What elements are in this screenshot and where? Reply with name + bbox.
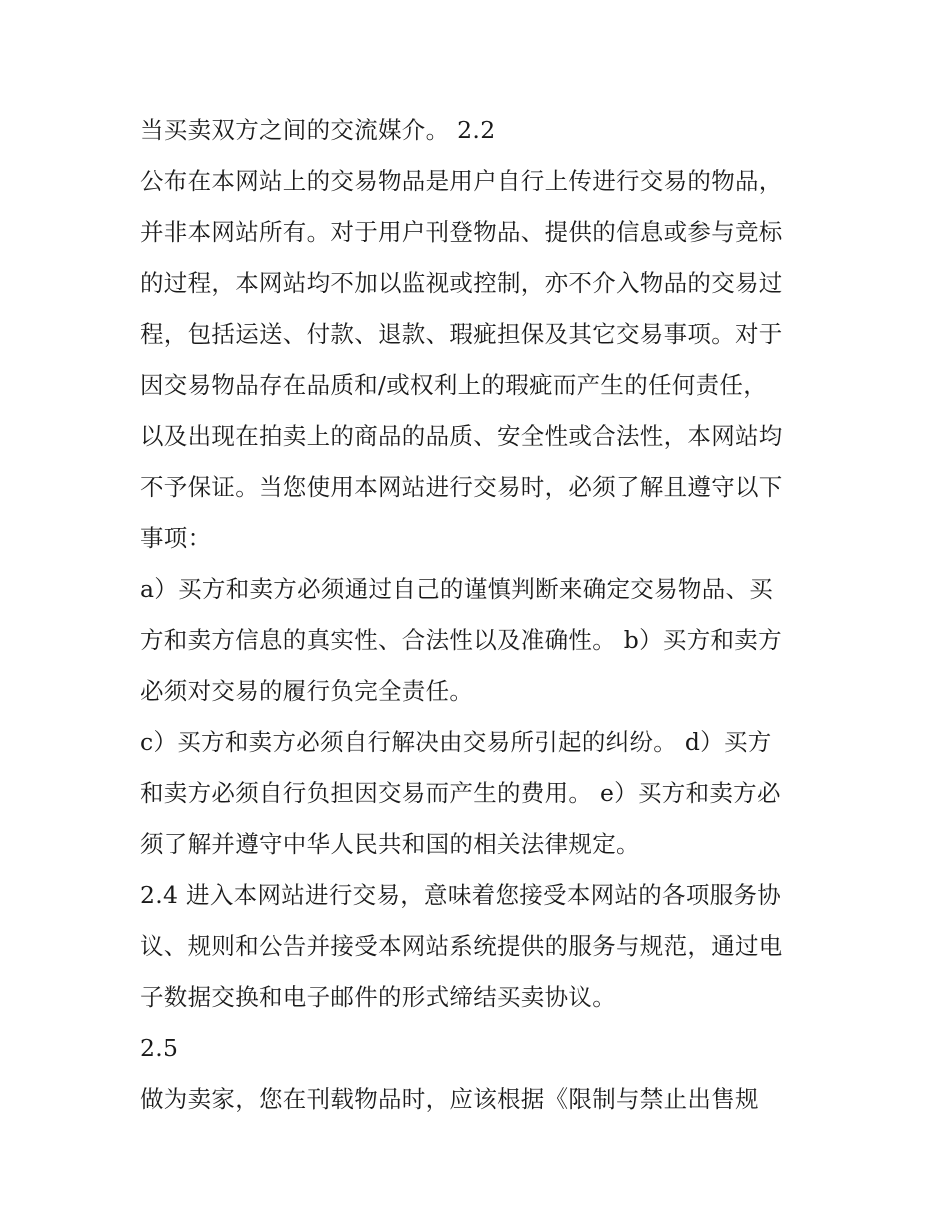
text-line: 当买卖双方之间的交流媒介。 2.2: [140, 116, 496, 144]
text-line: 必须对交易的履行负完全责任。: [140, 677, 474, 705]
text-line: 事项：: [140, 524, 212, 552]
text-line: 因交易物品存在品质和/或权利上的瑕疵而产生的任何责任，: [140, 371, 768, 399]
text-line: 2.4 进入本网站进行交易，意味着您接受本网站的各项服务协: [140, 881, 782, 909]
text-line: 程，包括运送、付款、退款、瑕疵担保及其它交易事项。对于: [140, 320, 783, 348]
text-line: 2.5: [140, 1034, 179, 1062]
text-line: 和卖方必须自行负担因交易而产生的费用。 e）买方和卖方必: [140, 779, 781, 807]
text-line: a）买方和卖方必须通过自己的谨慎判断来确定交易物品、买: [140, 575, 774, 603]
text-line: 方和卖方信息的真实性、合法性以及准确性。 b）买方和卖方: [140, 626, 782, 654]
text-line: 的过程，本网站均不加以监视或控制，亦不介入物品的交易过: [140, 269, 783, 297]
document-body-text: [140, 105, 820, 1125]
text-line: 须了解并遵守中华人民共和国的相关法律规定。: [140, 830, 640, 858]
text-line: 并非本网站所有。对于用户刊登物品、提供的信息或参与竞标: [140, 218, 783, 246]
text-line: 子数据交换和电子邮件的形式缔结买卖协议。: [140, 983, 616, 1011]
text-line: 公布在本网站上的交易物品是用户自行上传进行交易的物品，: [140, 167, 783, 195]
text-line: c）买方和卖方必须自行解决由交易所引起的纠纷。 d）买方: [140, 728, 772, 756]
text-line: 以及出现在拍卖上的商品的品质、安全性或合法性，本网站均: [140, 422, 783, 450]
text-line: 不予保证。当您使用本网站进行交易时，必须了解且遵守以下: [140, 473, 783, 501]
text-line: 议、规则和公告并接受本网站系统提供的服务与规范，通过电: [140, 932, 783, 960]
text-line: 做为卖家，您在刊载物品时，应该根据《限制与禁止出售规: [140, 1085, 759, 1113]
